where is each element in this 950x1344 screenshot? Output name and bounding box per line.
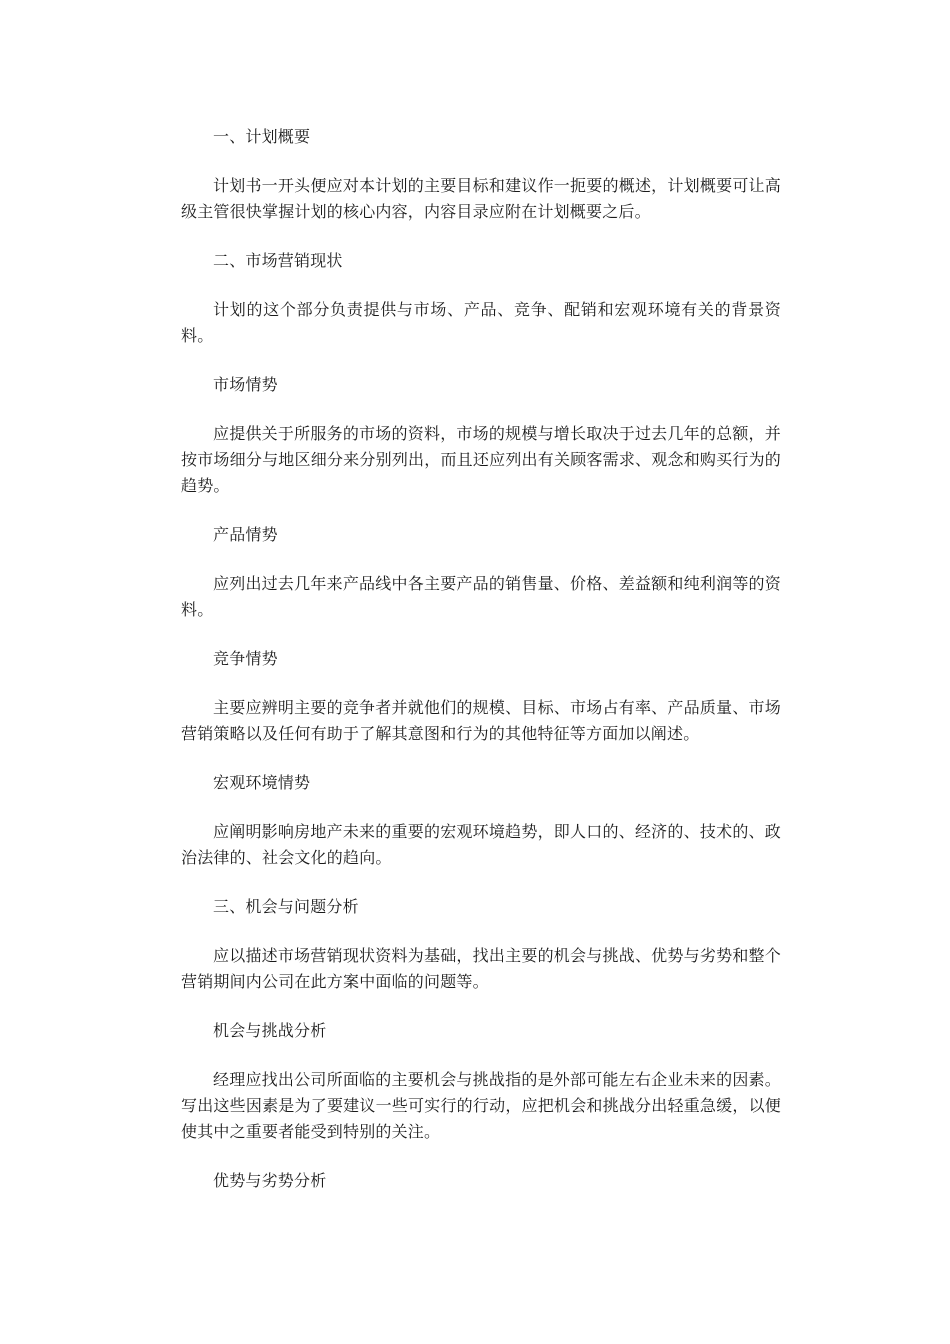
paragraph-plan-summary: 计划书一开头便应对本计划的主要目标和建议作一扼要的概述，计划概要可让高级主管很快掌握计划的核心内容，内容目录应附在计划概要之后。: [181, 176, 781, 221]
paragraph-opportunity-analysis: 应以描述市场营销现状资料为基础，找出主要的机会与挑战、优势与劣势和整个营销期间内公司在此方案中面临的问题等。: [181, 946, 781, 991]
paragraph-macro-environment: 应阐明影响房地产未来的重要的宏观环境趋势，即人口的、经济的、技术的、政治法律的、社会文化的趋向。: [181, 822, 781, 867]
subheading-macro-environment: 宏观环境情势: [213, 773, 311, 792]
paragraph-product-situation: 应列出过去几年来产品线中各主要产品的销售量、价格、差益额和纯利润等的资料。: [181, 574, 781, 619]
paragraph-competition-situation: 主要应辨明主要的竞争者并就他们的规模、目标、市场占有率、产品质量、市场营销策略以及任何有助于了解其意图和行为的其他特征等方面加以阐述。: [181, 698, 781, 743]
document-body: [181, 124, 781, 1217]
subheading-strength-weakness: 优势与劣势分析: [213, 1171, 327, 1190]
section-heading-opportunity-analysis: 三、机会与问题分析: [213, 897, 359, 916]
paragraph-opportunity-challenge: 经理应找出公司所面临的主要机会与挑战指的是外部可能左右企业未来的因素。写出这些因素是为了要建议一些可实行的行动，应把机会和挑战分出轻重急缓，以便使其中之重要者能受到特别的关注。: [181, 1070, 781, 1141]
subheading-market-situation: 市场情势: [213, 375, 278, 394]
paragraph-market-situation: 应提供关于所服务的市场的资料，市场的规模与增长取决于过去几年的总额，并按市场细分与地区细分来分别列出，而且还应列出有关顾客需求、观念和购买行为的趋势。: [181, 424, 781, 495]
subheading-competition-situation: 竞争情势: [213, 649, 278, 668]
section-heading-plan-summary: 一、计划概要: [213, 127, 311, 146]
subheading-opportunity-challenge: 机会与挑战分析: [213, 1021, 327, 1040]
paragraph-marketing-status: 计划的这个部分负责提供与市场、产品、竞争、配销和宏观环境有关的背景资料。: [181, 300, 781, 345]
subheading-product-situation: 产品情势: [213, 525, 278, 544]
section-heading-marketing-status: 二、市场营销现状: [213, 251, 343, 270]
